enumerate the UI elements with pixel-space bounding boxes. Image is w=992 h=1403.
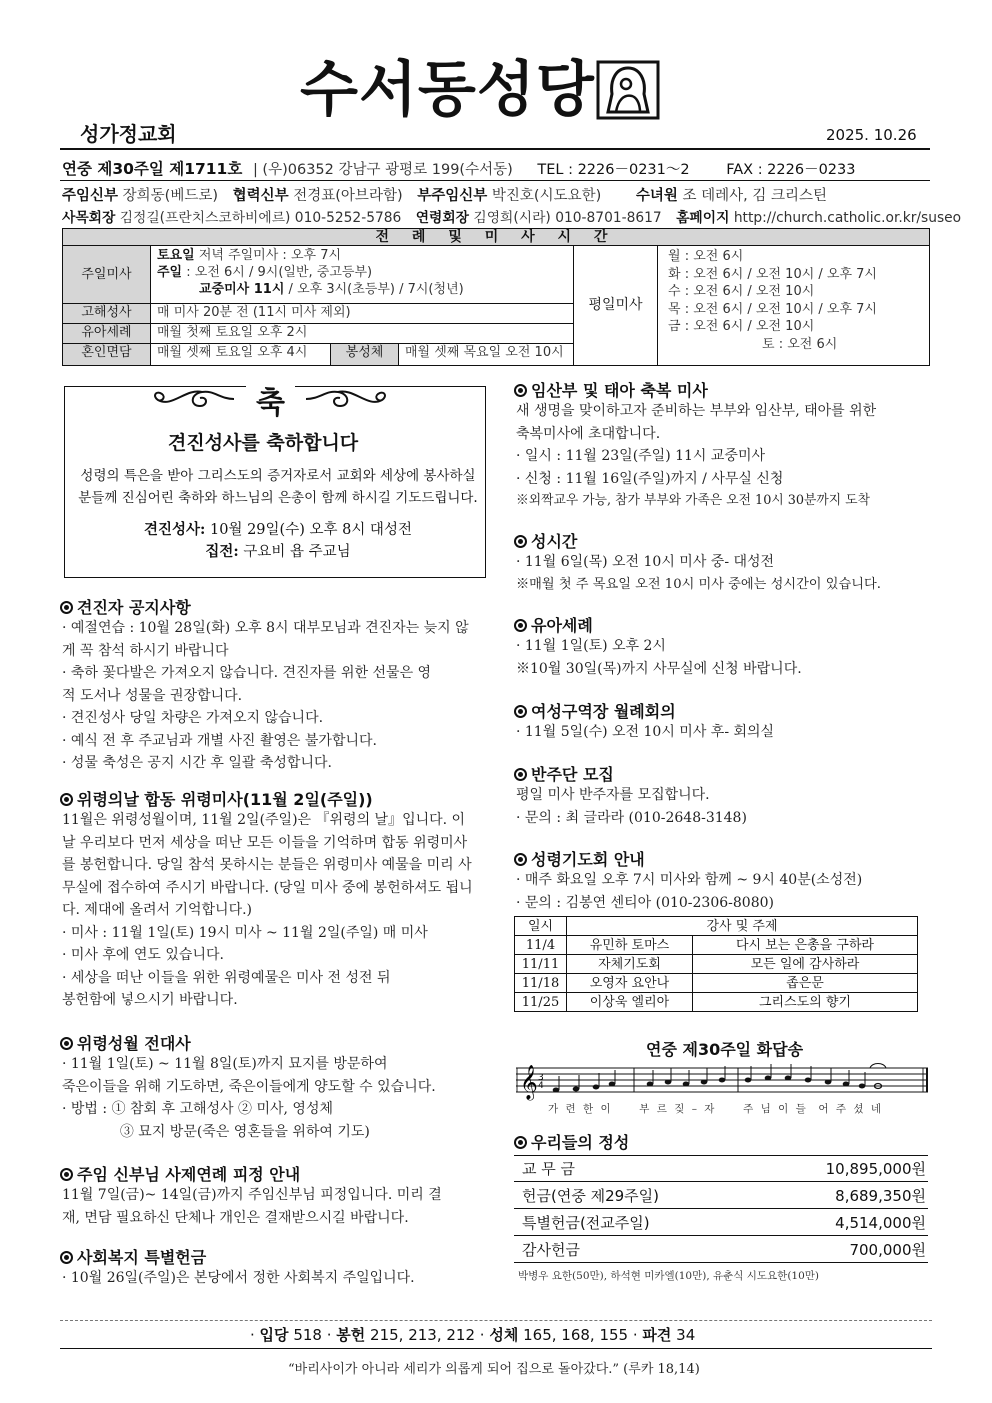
issue-date: 2025. 10.26 bbox=[826, 126, 917, 144]
celebration-body bbox=[78, 465, 478, 563]
section-body: · 매주 화요일 오후 7시 미사와 함께 ~ 9시 40분(소성전) · 문의 : 김봉연 센티아 (010-2306-8080) bbox=[516, 872, 863, 911]
bullet-icon bbox=[514, 619, 527, 632]
celebration-line-1: 성령의 특은을 받아 그리스도의 증거자로서 교회와 세상에 봉사하실 bbox=[80, 468, 476, 484]
svg-text:𝄞: 𝄞 bbox=[520, 1065, 538, 1100]
scripture-quote: “바리사이가 아니라 세리가 의롭게 되어 집으로 돌아갔다.” (루카 18,14) bbox=[288, 1362, 700, 1377]
bullet-icon bbox=[514, 853, 527, 866]
table-row: 11/25 이상욱 엘리아 그리스도의 향기 bbox=[515, 993, 918, 1012]
col-date: 일시 bbox=[515, 917, 567, 936]
divider bbox=[60, 148, 930, 150]
celebrant-name: 구요비 욥 주교님 bbox=[238, 544, 351, 560]
celebration-heading: 견진성사를 축하합니다 bbox=[168, 432, 359, 454]
pastor-name: 장희동(베드로) bbox=[122, 188, 218, 204]
sun-times: : 오전 6시 / 9시(일반, 중고등부) bbox=[182, 265, 373, 280]
divider bbox=[60, 1320, 932, 1321]
section-body: · 11월 1일(토) ~ 11월 8일(토)까지 묘지를 방문하여 죽은이들을 위해 기도하면, 죽은이들에게 양도할 수 있습니다. · 방법 : ① 참회 후 고해성사 ② 미사, 영성체 ③ 묘지 방문(죽은 영혼들을 위하여 기도) bbox=[62, 1056, 436, 1140]
section-title: 우리들의 정성 bbox=[514, 1130, 629, 1153]
denomination: 성가정교회 bbox=[80, 122, 177, 146]
page-title: 수서동성당 bbox=[300, 55, 595, 125]
staff-row-2 bbox=[62, 206, 961, 226]
staff-row-1 bbox=[62, 184, 837, 205]
confirmation-time: 10월 29일(수) 오후 8시 대성전 bbox=[205, 522, 412, 538]
svg-text:3: 3 bbox=[538, 1073, 544, 1083]
assoc-label: 협력신부 bbox=[232, 188, 289, 204]
bullet-icon bbox=[60, 601, 73, 614]
council-contact: 김정길(프란치스코하비에르) 010-5252-5786 bbox=[119, 210, 402, 226]
sun-label: 주일 bbox=[157, 265, 183, 280]
marriage-label: 혼인면담 bbox=[63, 344, 151, 365]
confession-time: 매 미사 20분 전 (11시 미사 제외) bbox=[151, 304, 574, 324]
section-body: 11월은 위령성월이며, 11월 2일(주일)은 『위령의 날』입니다. 이 날 우리보다 먼저 세상을 떠난 모든 이들을 기억하며 합동 위령미사 를 봉헌합니다. 당일 참석 못하시는 분들은 위령미사 예물을 미리 사 무실에 접수하여 주시기 바랍니다. (당일 미사 중에 봉헌하셔도 됩니 다. 제대에 올려서 기억합니다.) · 미사 : 11월 1일(토) 19시 미사 ~ 11월 2일(주일) 매 미사 · 미사 후에 연도 있습니다. · 세상을 떠난 이들을 위한 위령예물은 미사 전 성전 뒤 봉헌함에 넣으시기 바랍니다. bbox=[62, 812, 473, 1008]
telephone: TEL : 2226－0231～2 bbox=[537, 162, 690, 178]
bullet-icon bbox=[514, 705, 527, 718]
finance-row: 감사헌금 700,000원 bbox=[514, 1237, 928, 1263]
high-mass-label: 교중미사 11시 bbox=[199, 282, 285, 297]
baptism-label: 유아세례 bbox=[63, 324, 151, 344]
divider bbox=[60, 180, 930, 181]
section-title: 견진자 공지사항 bbox=[60, 595, 191, 618]
weekday-mon: 월 : 오전 6시 bbox=[668, 249, 744, 264]
parish-logo-icon bbox=[596, 60, 660, 120]
bullet-icon bbox=[514, 384, 527, 397]
svg-text:4: 4 bbox=[538, 1081, 544, 1091]
weekday-mass-times bbox=[658, 248, 930, 365]
vicar-name: 박진호(시도요한) bbox=[491, 188, 602, 204]
celebration-title: 축 bbox=[246, 378, 295, 422]
bullet-icon bbox=[60, 1168, 73, 1181]
section-body: · 예절연습 : 10월 28일(화) 오후 8시 대부모님과 견진자는 늦지 않 게 꼭 참석 하시기 바랍니다 · 축하 꽃다발은 가져오지 않습니다. 견진자를 위한 선물은 영 적 도서나 성물을 권장합니다. · 견진성사 당일 차량은 가져오지 않습니다. · 예식 전 후 주교님과 개별 사진 촬영은 불가합니다. · 성물 축성은 공지 시간 후 일괄 축성합니다. bbox=[62, 620, 469, 771]
weekday-sat: 토 : 오전 6시 bbox=[762, 336, 838, 352]
sister-names: 조 데레사, 김 크리스틴 bbox=[682, 188, 828, 204]
section-title: 유아세례 bbox=[514, 613, 593, 636]
prayer-meeting-table bbox=[514, 916, 918, 1012]
anointing-label: 봉성체 bbox=[331, 344, 399, 365]
sat-label: 토요일 bbox=[157, 248, 195, 263]
table-row: 11/11 자체기도회 모든 일에 감사하라 bbox=[515, 955, 918, 974]
table-row: 11/4 유민하 토마스 다시 보는 은총을 구하라 bbox=[515, 936, 918, 955]
bullet-icon bbox=[514, 1136, 527, 1149]
section-body: · 10월 26일(주일)은 본당에서 정한 사회복지 주일입니다. bbox=[62, 1270, 415, 1286]
bullet-icon bbox=[514, 535, 527, 548]
section-body: · 11월 1일(토) 오후 2시 ※10월 30일(목)까지 사무실에 신청 바랍니다. bbox=[516, 638, 802, 677]
weekday-fri: 금 : 오전 6시 / 오전 10시 bbox=[668, 319, 815, 335]
left-flourish-icon bbox=[150, 386, 236, 416]
schedule-heading: 전 례 및 미 사 시 간 bbox=[62, 228, 930, 246]
bullet-icon bbox=[514, 768, 527, 781]
anointing-time: 매월 셋째 목요일 오전 10시 bbox=[399, 344, 574, 365]
bullet-icon bbox=[60, 1037, 73, 1050]
celebrant-label: 집전: bbox=[205, 543, 239, 560]
section-title: 여성구역장 월례회의 bbox=[514, 699, 676, 722]
pastor-label: 주임신부 bbox=[62, 188, 119, 204]
finance-row: 특별헌금(전교주일) 4,514,000원 bbox=[514, 1210, 928, 1236]
address: | (우)06352 강남구 광평로 199(수서동) bbox=[252, 162, 513, 178]
homepage-label: 홈페이지 bbox=[676, 210, 730, 226]
issue-info bbox=[62, 157, 862, 179]
table-row: 11/18 오영자 요안나 좁은문 bbox=[515, 974, 918, 993]
psalm-score-icon bbox=[516, 1062, 928, 1106]
section-title: 성시간 bbox=[514, 529, 577, 552]
finance-row: 교 무 금 10,895,000원 bbox=[514, 1156, 928, 1182]
confession-label: 고해성사 bbox=[63, 304, 151, 324]
council-label: 사목회장 bbox=[62, 210, 116, 226]
section-body: 새 생명을 맞이하고자 준비하는 부부와 임산부, 태아를 위한 축복미사에 초대합니다. · 일시 : 11월 23일(주일) 11시 교중미사 · 신청 : 11월 16일(주일)까지 / 사무실 신청 ※외짝교우 가능, 참가 부부와 가족은 오전 10시 30분까지 도착 bbox=[516, 403, 877, 508]
dismissal-label: 파견 bbox=[642, 1326, 672, 1344]
section-title: 주임 신부님 사제연례 피정 안내 bbox=[60, 1162, 300, 1185]
divider bbox=[60, 1348, 932, 1349]
section-title: 위령성월 전대사 bbox=[60, 1031, 191, 1054]
entrance-hymn: 518 bbox=[293, 1326, 322, 1344]
homepage-link[interactable]: http://church.catholic.or.kr/suseo bbox=[733, 210, 962, 226]
weekday-tue: 화 : 오전 6시 / 오전 10시 / 오후 7시 bbox=[668, 266, 877, 282]
weekday-wed: 수 : 오전 6시 / 오전 10시 bbox=[668, 284, 815, 300]
right-flourish-icon bbox=[304, 386, 390, 416]
dismissal-hymn: 34 bbox=[676, 1326, 696, 1344]
section-body: 11월 7일(금)~ 14일(금)까지 주임신부님 피정입니다. 미리 결 재, 면담 필요하신 단체나 개인은 결재받으시길 바랍니다. bbox=[62, 1187, 442, 1226]
sister-label: 수녀원 bbox=[635, 188, 678, 204]
communion-hymn: 165, 168, 155 bbox=[523, 1326, 629, 1344]
section-body: 평일 미사 반주자를 모집합니다. · 문의 : 최 글라라 (010-2648-3148) bbox=[516, 787, 747, 826]
issue-number: 연중 제30주일 제1711호 bbox=[62, 160, 243, 178]
table-header-row bbox=[515, 917, 918, 936]
finance-row: 헌금(연중 제29주일) 8,689,350원 bbox=[514, 1183, 928, 1209]
psalm-title: 연중 제30주일 화답송 bbox=[646, 1040, 804, 1059]
bullet-icon bbox=[60, 1251, 73, 1264]
section-title: 사회복지 특별헌금 bbox=[60, 1245, 206, 1268]
entrance-label: 입당 bbox=[259, 1326, 289, 1344]
section-title: 위령의날 합동 위령미사(11월 2일(주일)) bbox=[60, 787, 373, 810]
donor-list: 박병우 요한(50만), 하석현 미카엘(10만), 유춘식 시도요한(10만) bbox=[518, 1270, 820, 1282]
assoc-name: 전경표(아브라함) bbox=[293, 188, 403, 204]
high-mass-times: / 오후 3시(초등부) / 7시(청년) bbox=[284, 282, 464, 297]
offertory-label: 봉헌 bbox=[336, 1326, 366, 1344]
section-body: · 11월 5일(수) 오전 10시 미사 후- 회의실 bbox=[516, 724, 775, 740]
schedule-table bbox=[62, 246, 930, 366]
weekday-mass-label: 평일미사 bbox=[574, 246, 658, 365]
bullet-icon bbox=[60, 793, 73, 806]
assembly-label: 연령회장 bbox=[415, 210, 470, 226]
sat-times: 저녁 주일미사 : 오후 7시 bbox=[194, 248, 342, 263]
confirmation-label: 견진성사: bbox=[144, 521, 206, 538]
communion-label: 성체 bbox=[489, 1326, 519, 1344]
section-title: 성령기도회 안내 bbox=[514, 847, 645, 870]
fax: FAX : 2226－0233 bbox=[726, 162, 856, 178]
sunday-mass-times bbox=[151, 246, 574, 304]
baptism-time: 매월 첫째 토요일 오후 2시 bbox=[151, 324, 574, 344]
sunday-mass-label: 주일미사 bbox=[63, 246, 151, 304]
celebration-line-2: 분들께 진심어린 축하와 하느님의 은총이 함께 하시길 기도드립니다. bbox=[78, 490, 478, 506]
psalm-lyrics: 가 련 한 이 부 르 짖 – 자 주 님 이 들 어 주 셨 네 bbox=[548, 1103, 883, 1115]
hymn-numbers: · 입당 518 · 봉헌 215, 213, 212 · 성체 165, 168, 155 · 파견 34 bbox=[250, 1326, 696, 1344]
section-title: 반주단 모집 bbox=[514, 762, 614, 785]
vicar-label: 부주임신부 bbox=[417, 188, 488, 204]
assembly-contact: 김영희(시라) 010-8701-8617 bbox=[473, 210, 662, 226]
section-body: · 11월 6일(목) 오전 10시 미사 중- 대성전 ※매월 첫 주 목요일 오전 10시 미사 중에는 성시간이 있습니다. bbox=[516, 554, 881, 592]
marriage-time: 매월 셋째 토요일 오후 4시 bbox=[151, 344, 331, 365]
col-topic: 강사 및 주제 bbox=[567, 917, 918, 936]
section-title: 임산부 및 태아 축복 미사 bbox=[514, 378, 708, 401]
weekday-thu: 목 : 오전 6시 / 오전 10시 / 오후 7시 bbox=[668, 301, 877, 317]
offertory-hymn: 215, 213, 212 bbox=[370, 1326, 476, 1344]
